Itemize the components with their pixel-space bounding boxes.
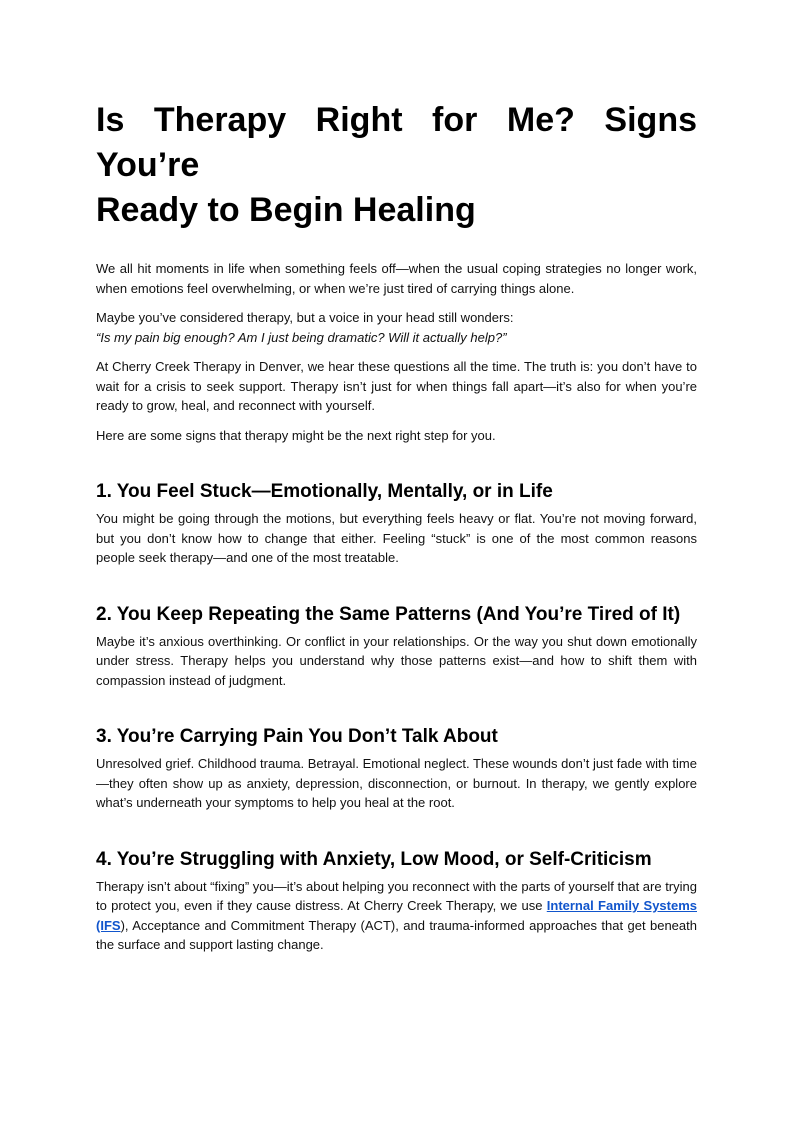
- section-3: [96, 724, 697, 813]
- intro-lead-line: Maybe you’ve considered therapy, but a voice in your head still wonders:: [96, 310, 514, 325]
- section-body: Unresolved grief. Childhood trauma. Betrayal. Emotional neglect. These wounds don’t just fade with time—they often show up as anxiety, depression, disconnection, or burnout. In therapy, we gently explore what’s underneath your symptoms to help you heal at the root.: [96, 756, 697, 810]
- section-2: [96, 602, 697, 691]
- section-body: Maybe it’s anxious overthinking. Or conflict in your relationships. Or the way you shut down emotionally under stress. Therapy helps you understand why those patterns exist—and how to shift them with compassion instead of judgment.: [96, 633, 697, 688]
- section-heading: 1. You Feel Stuck—Emotionally, Mentally, or in Life: [96, 481, 553, 502]
- page-title-line-2: Ready to Begin Healing: [96, 191, 476, 229]
- section-heading: 2. You Keep Repeating the Same Patterns (And You’re Tired of It): [96, 603, 681, 625]
- intro-paragraph-3: At Cherry Creek Therapy in Denver, we hear these questions all the time. The truth is: you don’t have to wait for a crisis to seek support. Therapy isn’t just for when things fall apart—it’s also for when you’re ready to grow, heal, and reconnect with yourself.: [96, 359, 697, 413]
- section-4: [96, 847, 697, 955]
- section-heading: 4. You’re Struggling with Anxiety, Low Mood, or Self-Criticism: [96, 848, 652, 870]
- intro-paragraph-4: Here are some signs that therapy might be the next right step for you.: [96, 427, 496, 443]
- page-title: [96, 98, 697, 233]
- page-title-line-1: Is Therapy Right for Me? Signs You’re: [96, 101, 697, 184]
- section-body-before-link: Therapy isn’t about “fixing” you—it’s about helping you reconnect with the parts of yourself that are trying to protect you, even if they cause distress. At Cherry Creek Therapy, we use: [96, 878, 697, 913]
- intro-quote: “Is my pain big enough? Am I just being dramatic? Will it actually help?”: [96, 329, 507, 345]
- section-body-after-link: ), Acceptance and Commitment Therapy (ACT), and trauma-informed approaches that get beneath the surface and support lasting change.: [96, 917, 697, 952]
- ifs-link[interactable]: Internal Family Systems (IFS: [96, 898, 697, 933]
- intro-paragraph-1: We all hit moments in life when something feels off—when the usual coping strategies no longer work, when emotions feel overwhelming, or when we’re just tired of carrying things alone.: [96, 261, 697, 296]
- section-body: You might be going through the motions, but everything feels heavy or flat. You’re not moving forward, but you don’t know how to change that either. Feeling “stuck” is one of the most common reasons people seek therapy—and one of the most treatable.: [96, 511, 697, 565]
- intro-paragraph-2: [96, 308, 697, 347]
- section-body: [96, 877, 697, 955]
- document-page: [96, 98, 697, 955]
- section-1: [96, 479, 697, 568]
- section-heading: 3. You’re Carrying Pain You Don’t Talk About: [96, 726, 498, 747]
